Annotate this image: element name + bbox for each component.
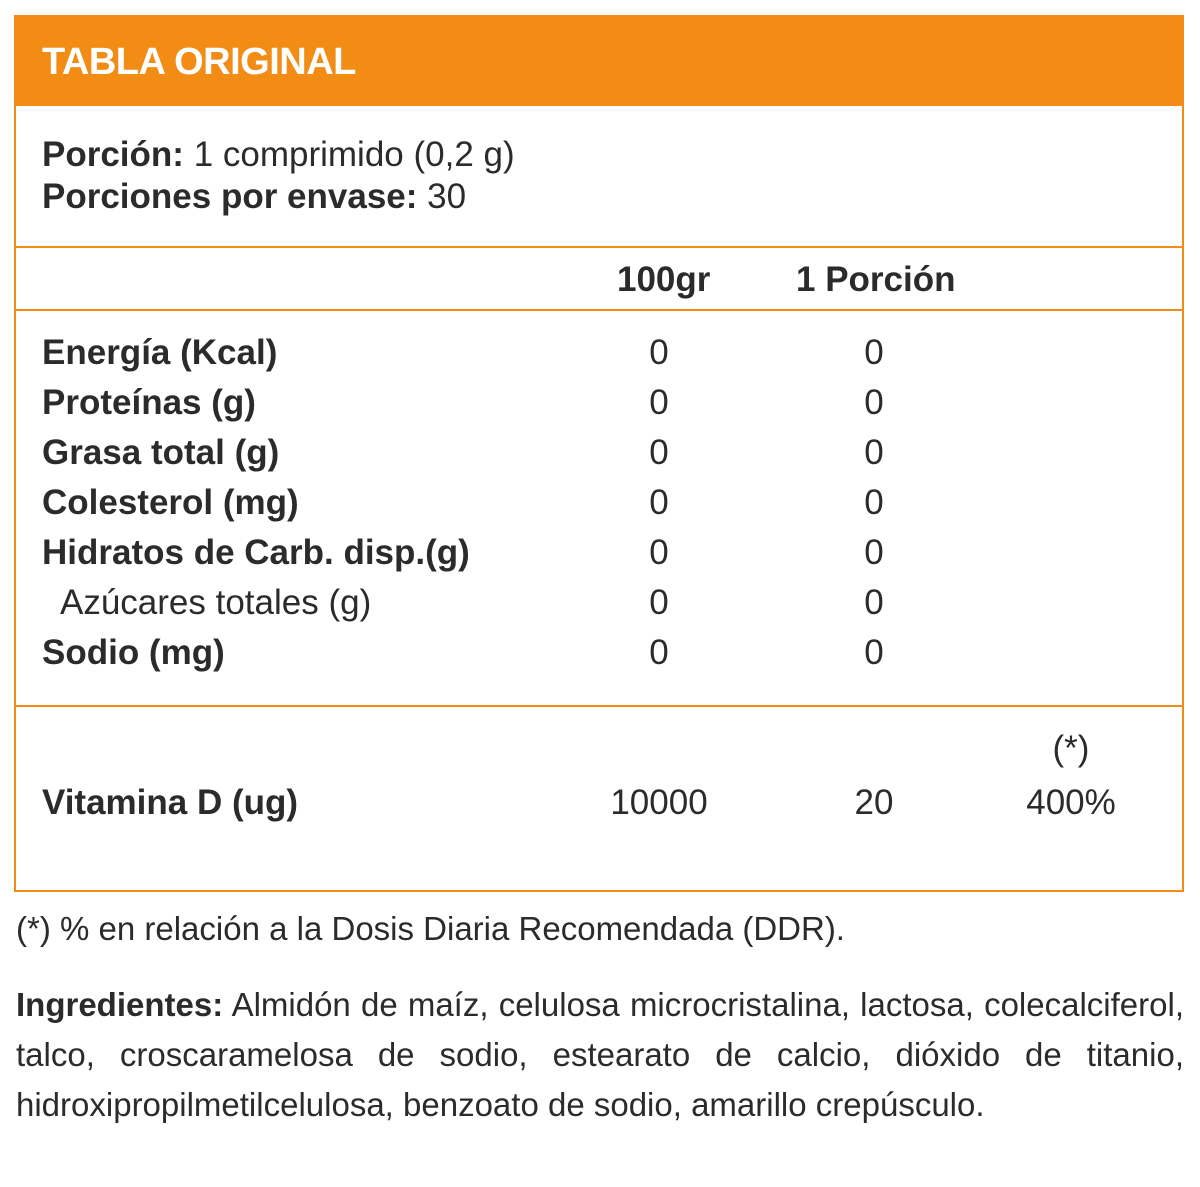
nutrient-row (16, 485, 1182, 535)
portion-label: Porción: (42, 135, 184, 174)
nutrient-value-100g: 0 (649, 633, 669, 672)
table-header (16, 17, 1182, 106)
ddr-marker: (*) (1052, 729, 1090, 768)
portion-line (42, 137, 515, 172)
nutrient-name: Grasa total (g) (42, 433, 280, 472)
nutrient-value-100g: 0 (649, 483, 669, 522)
nutrient-value-portion: 0 (864, 533, 884, 572)
nutrient-value-portion: 0 (864, 633, 884, 672)
nutrient-row (16, 585, 1182, 635)
nutrient-row (16, 535, 1182, 585)
divider (16, 705, 1182, 707)
table-title: TABLA ORIGINAL (42, 41, 356, 83)
nutrient-name: Energía (Kcal) (42, 333, 278, 372)
nutrient-value-portion: 0 (864, 383, 884, 422)
per-pack-value: 30 (427, 177, 467, 216)
divider (16, 309, 1182, 311)
nutrient-row (16, 385, 1182, 435)
ingredients-label: Ingredientes: (16, 986, 224, 1023)
nutrient-row (16, 635, 1182, 685)
nutrient-name: Colesterol (mg) (42, 483, 299, 522)
nutrient-value-100g: 0 (649, 433, 669, 472)
divider (16, 246, 1182, 248)
ingredients-text: Almidón de maíz, celulosa microcristalina, lactosa, colecalciferol, talco, croscaramelosa de sodio, estearato de calcio, dióxido de titanio, hidroxipropilmetilcelulosa, benzoato de sodio, amarillo crepúsculo. (16, 986, 1184, 1123)
nutrient-value-portion: 0 (864, 483, 884, 522)
nutrient-value-100g: 0 (649, 583, 669, 622)
column-header-100g: 100gr (617, 260, 711, 299)
nutrient-value-100g: 0 (649, 533, 669, 572)
nutrient-name: Azúcares totales (g) (60, 583, 372, 622)
nutrient-value-portion: 0 (864, 333, 884, 372)
nutrient-value-100g: 0 (649, 333, 669, 372)
nutrient-row (16, 435, 1182, 485)
nutrient-name: Sodio (mg) (42, 633, 225, 672)
vitamin-value-portion: 20 (854, 783, 894, 822)
portion-value: 1 comprimido (0,2 g) (193, 135, 515, 174)
nutrient-row (16, 335, 1182, 385)
nutrient-value-portion: 0 (864, 583, 884, 622)
column-header-portion: 1 Porción (796, 260, 956, 299)
nutrient-name: Proteínas (g) (42, 383, 256, 422)
per-pack-label: Porciones por envase: (42, 177, 418, 216)
nutrient-name: Hidratos de Carb. disp.(g) (42, 533, 470, 572)
nutrient-value-portion: 0 (864, 433, 884, 472)
vitamin-value-100g: 10000 (610, 783, 708, 822)
vitamin-row (16, 729, 1182, 835)
ddr-percent: 400% (1026, 783, 1116, 822)
per-pack-line (42, 179, 466, 214)
nutrition-table (14, 15, 1184, 892)
nutrient-value-100g: 0 (649, 383, 669, 422)
vitamin-name: Vitamina D (ug) (42, 783, 299, 822)
ddr-footnote: (*) % en relación a la Dosis Diaria Recomendada (DDR). (16, 910, 845, 947)
ingredients-paragraph (16, 980, 1184, 1130)
